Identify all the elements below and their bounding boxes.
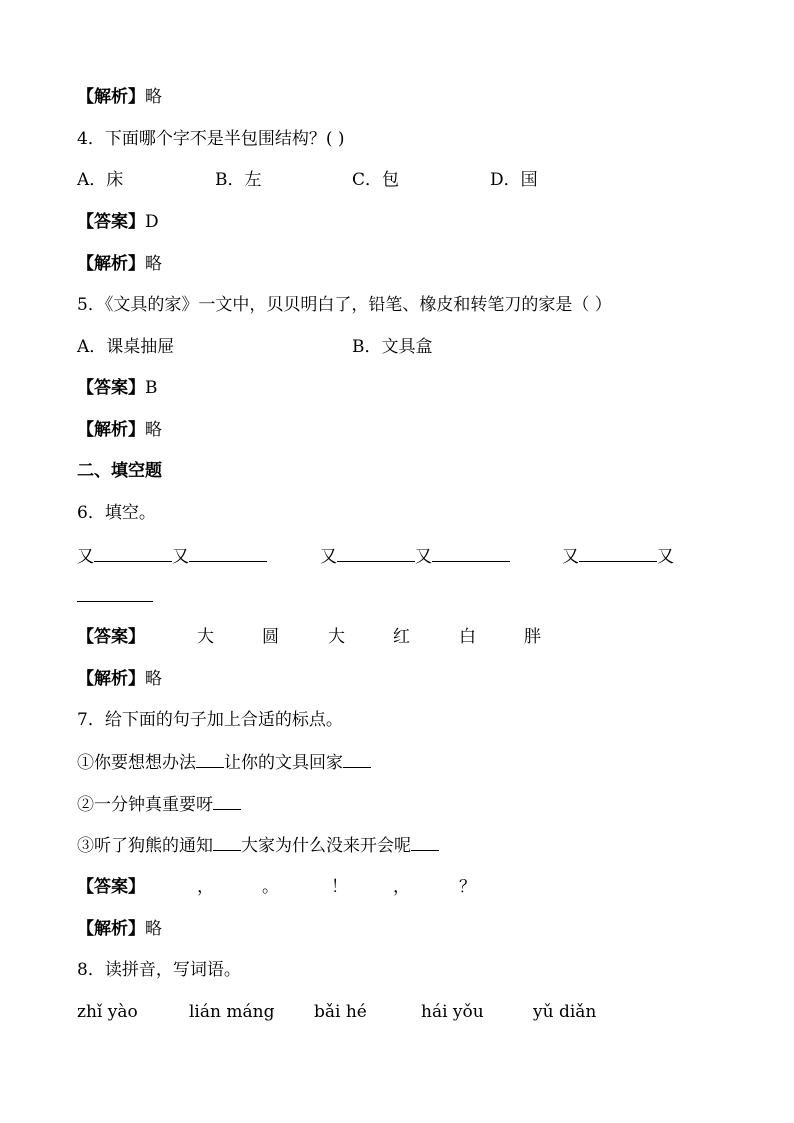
- answer-value: 圆: [262, 627, 279, 647]
- pinyin-item: lián máng: [189, 1002, 275, 1022]
- sentence-part: 大家为什么没来开会呢: [241, 836, 411, 856]
- q4-stem: 4．下面哪个字不是半包围结构？( ): [77, 129, 345, 149]
- pinyin-item: zhǐ yào: [77, 1002, 138, 1022]
- pinyin-item: hái yǒu: [421, 1002, 484, 1022]
- section-title: 二、填空题: [77, 461, 162, 481]
- q4-option-d: D．国: [490, 170, 538, 190]
- q8-pinyin-row: [77, 1001, 717, 1023]
- q4-option-c: C．包: [352, 170, 400, 190]
- blank-prefix: 又: [657, 547, 674, 567]
- analysis-text: 略: [145, 919, 162, 939]
- q6-answer: [77, 626, 717, 648]
- q6-group-3: [562, 545, 674, 568]
- sentence-part: 一分钟真重要呀: [94, 795, 213, 815]
- blank-prefix: 又: [77, 547, 94, 567]
- q7-stem: 7．给下面的句子加上合适的标点。: [77, 710, 343, 730]
- fill-blank[interactable]: [337, 545, 415, 562]
- fill-blank[interactable]: [579, 545, 657, 562]
- q8-stem: 8．读拼音，写词语。: [77, 960, 241, 980]
- sentence-part: 听了狗熊的通知: [94, 836, 213, 856]
- answer-tag: 【答案】: [77, 627, 145, 647]
- punct-blank[interactable]: [213, 793, 241, 810]
- sentence-marker: ②: [77, 795, 94, 815]
- punct-blank[interactable]: [196, 751, 224, 768]
- sentence-part: 让你的文具回家: [224, 753, 343, 773]
- blank-prefix: 又: [172, 547, 189, 567]
- fill-blank[interactable]: [77, 585, 153, 602]
- q7-analysis: [77, 918, 162, 940]
- punct-blank[interactable]: [213, 834, 241, 851]
- answer-value: ，: [393, 877, 410, 897]
- q5-stem: 5．《文具的家》一文中，贝贝明白了，铅笔、橡皮和转笔刀的家是（ ）: [77, 295, 612, 315]
- q4-option-b: B．左: [215, 170, 262, 190]
- answer-value: 红: [393, 627, 410, 647]
- q5-analysis: [77, 419, 162, 441]
- blank-prefix: 又: [562, 547, 579, 567]
- q5-option-a: A．课桌抽屉: [77, 337, 175, 357]
- answer-value: 。: [262, 877, 279, 897]
- answer-text: B: [145, 378, 158, 398]
- q6-analysis: [77, 668, 162, 690]
- answer-value: 大: [328, 627, 345, 647]
- answer-value: 白: [459, 627, 476, 647]
- analysis-text: 略: [145, 87, 162, 107]
- answer-text: D: [145, 212, 159, 232]
- fill-blank[interactable]: [94, 545, 172, 562]
- q4-answer: [77, 211, 159, 233]
- q6-group-2: [320, 545, 510, 568]
- answer-tag: 【答案】: [77, 378, 145, 398]
- analysis-tag: 【解析】: [77, 669, 145, 689]
- q4-option-a: A．床: [77, 170, 124, 190]
- analysis-text: 略: [145, 669, 162, 689]
- pinyin-item: bǎi hé: [314, 1002, 367, 1022]
- analysis-tag: 【解析】: [77, 420, 145, 440]
- analysis-text: 略: [145, 420, 162, 440]
- fill-blank[interactable]: [189, 545, 267, 562]
- answer-value: 胖: [524, 627, 541, 647]
- answer-tag: 【答案】: [77, 212, 145, 232]
- fill-blank[interactable]: [432, 545, 510, 562]
- q5-answer: [77, 377, 158, 399]
- q3-analysis: [77, 86, 162, 108]
- analysis-text: 略: [145, 254, 162, 274]
- q6-blanks-row: [77, 545, 717, 567]
- analysis-tag: 【解析】: [77, 87, 145, 107]
- punct-blank[interactable]: [343, 751, 371, 768]
- sentence-marker: ①: [77, 753, 94, 773]
- q6-group-1: [77, 545, 267, 568]
- answer-value: 大: [197, 627, 214, 647]
- answer-value: ！: [331, 877, 348, 897]
- punct-blank[interactable]: [411, 834, 439, 851]
- answer-tag: 【答案】: [77, 877, 145, 897]
- analysis-tag: 【解析】: [77, 919, 145, 939]
- q5-option-b: B．文具盒: [352, 337, 433, 357]
- sentence-marker: ③: [77, 836, 94, 856]
- q6-stem: 6．填空。: [77, 503, 156, 523]
- q4-options: [77, 169, 677, 191]
- answer-value: ，: [197, 877, 214, 897]
- sentence-part: 你要想想办法: [94, 753, 196, 773]
- q7-sentence-3: [77, 834, 439, 857]
- q7-sentence-2: [77, 793, 241, 816]
- answer-value: ？: [459, 877, 476, 897]
- pinyin-item: yǔ diǎn: [533, 1002, 597, 1022]
- blank-prefix: 又: [415, 547, 432, 567]
- q7-sentence-1: [77, 751, 371, 774]
- blank-prefix: 又: [320, 547, 337, 567]
- q7-answer: [77, 876, 717, 898]
- analysis-tag: 【解析】: [77, 254, 145, 274]
- q4-analysis: [77, 253, 162, 275]
- q5-options: [77, 336, 677, 358]
- q6-blanks-wrap: [77, 585, 153, 608]
